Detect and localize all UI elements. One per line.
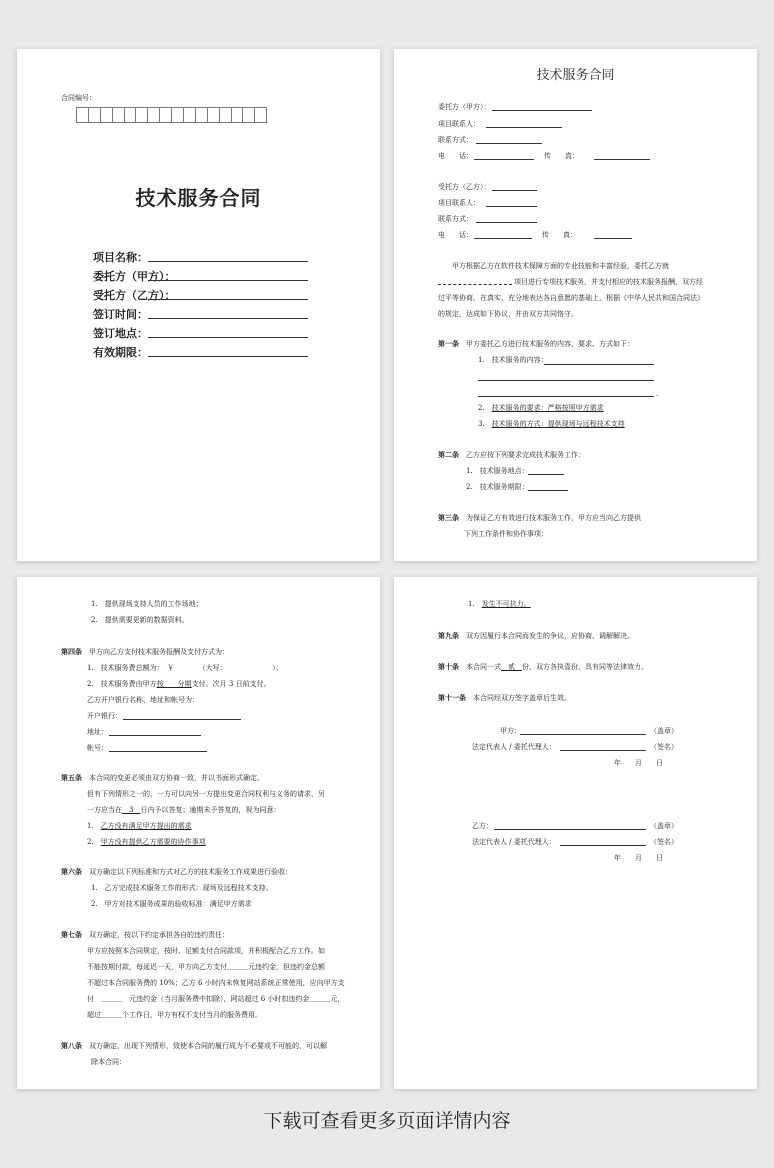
article-1-item: 1. 技术服务的内容： bbox=[478, 356, 548, 364]
contract-page-4: 1. 发生不可抗力。 第九条 双方因履行本合同而发生的争议，应协商、调解解决。 第十条 本合同一式 贰 份，双方各执壹份，具有同等法律效力。 第十一条 本合同经双方签字盖章后生效。 甲方： （盖章） 法定代表人 / 委托代理人： （签名） 年 月 日 乙方： （盖章） 法定代表人 / 委托代理人： （签名） 年 月 日 bbox=[394, 577, 757, 1089]
article-1-text: 甲方委托乙方进行技术服务的内容、要求、方式如下： bbox=[466, 340, 634, 348]
party-a-method: 联系方式： bbox=[438, 136, 473, 144]
article-2-label: 第二条 bbox=[438, 450, 459, 459]
article-4-text: 甲方向乙方支付技术服务报酬及支付方式为： bbox=[89, 648, 229, 656]
party-b-sign-label: 乙方： bbox=[472, 822, 493, 830]
field-validity: 有效期限： bbox=[93, 346, 148, 359]
article-8-text: 双方确定，出现下列情形，致使本合同的履行成为不必要或不可能的，可以解 bbox=[89, 1042, 327, 1050]
address-label: 地址： bbox=[87, 728, 108, 736]
list-item: 2. 提供需要更新的数据资料。 bbox=[91, 616, 189, 624]
party-a-date: 年 月 日 bbox=[614, 759, 663, 767]
party-b-date: 年 月 日 bbox=[614, 854, 663, 862]
party-b-method: 联系方式： bbox=[438, 215, 473, 223]
cover-title: 技术服务合同 bbox=[135, 186, 262, 210]
field-contractor: 受托方（乙方）： bbox=[93, 289, 176, 302]
article-7-text: 甲方应按照本合同规定，按时、足额支付合同款项，并积极配合乙方工作。如 bbox=[87, 947, 325, 955]
list-item: 1. 提供现场支持人员的工作场地； bbox=[91, 600, 203, 608]
article-7-text: 不超过本合同服务费的 10%；乙方 6 小时内未恢复网站系统正常使用，应向甲方支 bbox=[87, 979, 345, 987]
party-a-seal: （盖章） bbox=[650, 727, 678, 735]
field-sign-place: 签订地点： bbox=[93, 327, 148, 340]
field-sign-time: 签订时间： bbox=[93, 308, 148, 321]
article-6-item: 1. 乙方完成技术服务工作的形式：现场及远程技术支持。 bbox=[91, 884, 273, 892]
download-caption: 下载可查看更多页面详情内容 bbox=[263, 1110, 511, 1132]
intro-line: 过平等协商，在真实、充分地表达各自意愿的基础上，根据《中华人民共和国合同法》 bbox=[438, 294, 704, 302]
party-b-rep-label: 法定代表人 / 委托代理人： bbox=[472, 838, 556, 846]
article-4-label: 第四条 bbox=[61, 647, 82, 656]
article-11-text: 本合同经双方签字盖章后生效。 bbox=[473, 694, 571, 702]
intro-line: 的规定，达成如下协议，并由双方共同恪守。 bbox=[438, 310, 578, 318]
party-b-client: 受托方（乙方）： bbox=[438, 183, 491, 191]
party-a-sign-label: 甲方： bbox=[500, 727, 521, 735]
list-item: 发生不可抗力。 bbox=[481, 600, 531, 608]
contract-page-3: 1. 提供现场支持人员的工作场地； 2. 提供需要更新的数据资料。 第四条 甲方向乙方支付技术服务报酬及支付方式为： 1. 技术服务费总额为： ￥ （大写： ）； 2. 技术服务费由甲方按 分期支付。次月 3 日前支付。 乙方开户银行名称、地址和帐号为： 开户银行： 地址： 帐号： 第五条 本合同的变更必须由双方协商一致，并以书面形式确定。 但有下列情形之一的，一方可以向另一方提出变更合同权利与义务的请求，另 一方应当在 3 日内予以答复；逾期未予答复的，视为同意： 1. 乙方没有满足甲方提出的需求 2. 甲方没有提供乙方需要的协作事项 第六条 双方确定以下列标准和方式对乙方的技术服务工作成果进行验收： 1. 乙方完成技术服务工作的形式：现场及远程技术支持。 2. 甲方对技术服务成果的验收标准：满足甲方需求 第七条 双方确定，按以下约定承担各自的违约责任： 甲方应按照本合同规定，按时、足额支付合同款项，并积极配合乙方工作。如 不能按期付款，每延迟一天，甲方向乙方支付＿＿＿元违约金，但违约金总额 不超过本合同服务费的 10%；乙方 6 小时内未恢复网站系统正常使用，应向甲方支 付 ＿＿＿ 元违约金（当月服务费中扣除），网站超过 6 小时扣违约金＿＿＿元， 超过＿＿＿个工作日，甲方有权不支付当月的服务费用。 第八条 双方确定，出现下列情形，致使本合同的履行成为不必要或不可能的，可以解 除本合同： bbox=[17, 577, 380, 1089]
intro-line: 甲方根据乙方在软件技术保障方面的专业技能和丰富经验，委托乙方就 bbox=[452, 262, 669, 270]
article-9-text: 双方因履行本合同而发生的争议，应协商、调解解决。 bbox=[466, 632, 634, 640]
article-6-label: 第六条 bbox=[61, 867, 82, 876]
account-label: 帐号： bbox=[87, 744, 108, 752]
article-5-label: 第五条 bbox=[61, 773, 82, 782]
page-title: 技术服务合同 bbox=[536, 68, 615, 83]
article-5-item: 甲方没有提供乙方需要的协作事项 bbox=[100, 838, 206, 846]
article-11-label: 第十一条 bbox=[438, 693, 466, 702]
contract-no-label: 合同编号： bbox=[61, 94, 96, 102]
party-a-fax: 传 真： bbox=[544, 152, 579, 160]
party-b-phone: 电 话： bbox=[438, 231, 473, 239]
article-2-item: 1. 技术服务地点： bbox=[466, 467, 529, 475]
field-project-name: 项目名称： bbox=[93, 251, 148, 264]
party-b-contact: 项目联系人： bbox=[438, 199, 480, 207]
field-line bbox=[148, 280, 308, 281]
article-5-item: 乙方没有满足甲方提出的需求 bbox=[100, 822, 192, 830]
field-line bbox=[148, 356, 308, 357]
article-5-text: 但有下列情形之一的，一方可以向另一方提出变更合同权利与义务的请求，另 bbox=[87, 790, 325, 798]
article-8-label: 第八条 bbox=[61, 1041, 82, 1050]
field-line bbox=[148, 261, 308, 262]
article-7-text: 双方确定，按以下约定承担各自的违约责任： bbox=[89, 931, 229, 939]
party-b-seal: （盖章） bbox=[650, 822, 678, 830]
article-3-text: 为保证乙方有效进行技术服务工作，甲方应当向乙方提供 bbox=[466, 514, 641, 522]
article-10-label: 第十条 bbox=[438, 662, 459, 671]
article-4-item: 1. 技术服务费总额为： ￥ （大写： ）； bbox=[87, 664, 283, 672]
article-2-text: 乙方应按下列要求完成技术服务工作： bbox=[466, 451, 585, 459]
party-a-sign: （签名） bbox=[650, 743, 678, 751]
intro-line: 项目进行专项技术服务，并支付相应的技术服务报酬，双方经 bbox=[514, 278, 703, 286]
party-a-client: 委托方（甲方）： bbox=[438, 103, 491, 111]
party-a-phone: 电 话： bbox=[438, 152, 473, 160]
article-1-item: 技术服务的方式：提供现场与远程技术支持 bbox=[491, 420, 625, 428]
article-7-label: 第七条 bbox=[61, 930, 82, 939]
bank-intro: 乙方开户银行名称、地址和帐号为： bbox=[87, 696, 199, 704]
party-a-contact: 项目联系人： bbox=[438, 120, 480, 128]
field-line bbox=[148, 337, 308, 338]
contract-cover-page bbox=[17, 49, 380, 561]
field-client: 委托方（甲方）： bbox=[93, 270, 176, 283]
article-6-item: 2. 甲方对技术服务成果的验收标准：满足甲方需求 bbox=[91, 900, 252, 908]
party-a-rep-label: 法定代表人 / 委托代理人： bbox=[472, 743, 556, 751]
contract-page-2: 技术服务合同 委托方（甲方）： 项目联系人： 联系方式： 电 话： 传 真： 受托方（乙方）： 项目联系人： 联系方式： 电 话： 传 真： 甲方根据乙方在软件技术保障方面的专业技能和丰富经验，委托乙方就 项目进行专项技术服务，并支付相应的技术服务报酬，双方经 过平等协商，在真实、充分地表达各自意愿的基础上，根据《中华人民共和国合同法》 的规定，达成如下协议，并由双方共同恪守。 第一条 甲方委托乙方进行技术服务的内容、要求、方式如下： 1. 技术服务的内容： . 2. 技术服务的要求：严格按照甲方需求 3. 技术服务的方式：提供现场与远程技术支持 第二条 乙方应按下列要求完成技术服务工作： 1. 技术服务地点： 2. 技术服务期限： 第三条 为保证乙方有效进行技术服务工作，甲方应当向乙方提供 下列工作条件和协作事项： bbox=[394, 49, 757, 561]
article-8-text: 除本合同： bbox=[91, 1058, 126, 1066]
article-7-text: 超过＿＿＿个工作日，甲方有权不支付当月的服务费用。 bbox=[87, 1011, 262, 1019]
article-6-text: 双方确定以下列标准和方式对乙方的技术服务工作成果进行验收： bbox=[89, 868, 292, 876]
party-b-fax: 传 真： bbox=[542, 231, 577, 239]
contract-no-boxes bbox=[77, 107, 267, 123]
bank-label: 开户银行： bbox=[87, 712, 122, 720]
article-3-text: 下列工作条件和协作事项： bbox=[464, 530, 548, 538]
field-line bbox=[148, 318, 308, 319]
article-1-item: 技术服务的要求：严格按照甲方需求 bbox=[491, 404, 604, 412]
article-7-text: 付 ＿＿＿ 元违约金（当月服务费中扣除），网站超过 6 小时扣违约金＿＿＿元， bbox=[87, 995, 345, 1003]
article-5-text: 本合同的变更必须由双方协商一致，并以书面形式确定。 bbox=[89, 774, 264, 782]
party-b-sign: （签名） bbox=[650, 838, 678, 846]
article-7-text: 不能按期付款，每延迟一天，甲方向乙方支付＿＿＿元违约金，但违约金总额 bbox=[87, 963, 325, 971]
article-2-item: 2. 技术服务期限： bbox=[466, 483, 529, 491]
article-9-label: 第九条 bbox=[438, 631, 459, 640]
field-line bbox=[148, 299, 308, 300]
article-1-label: 第一条 bbox=[438, 339, 459, 348]
article-3-label: 第三条 bbox=[438, 513, 459, 522]
